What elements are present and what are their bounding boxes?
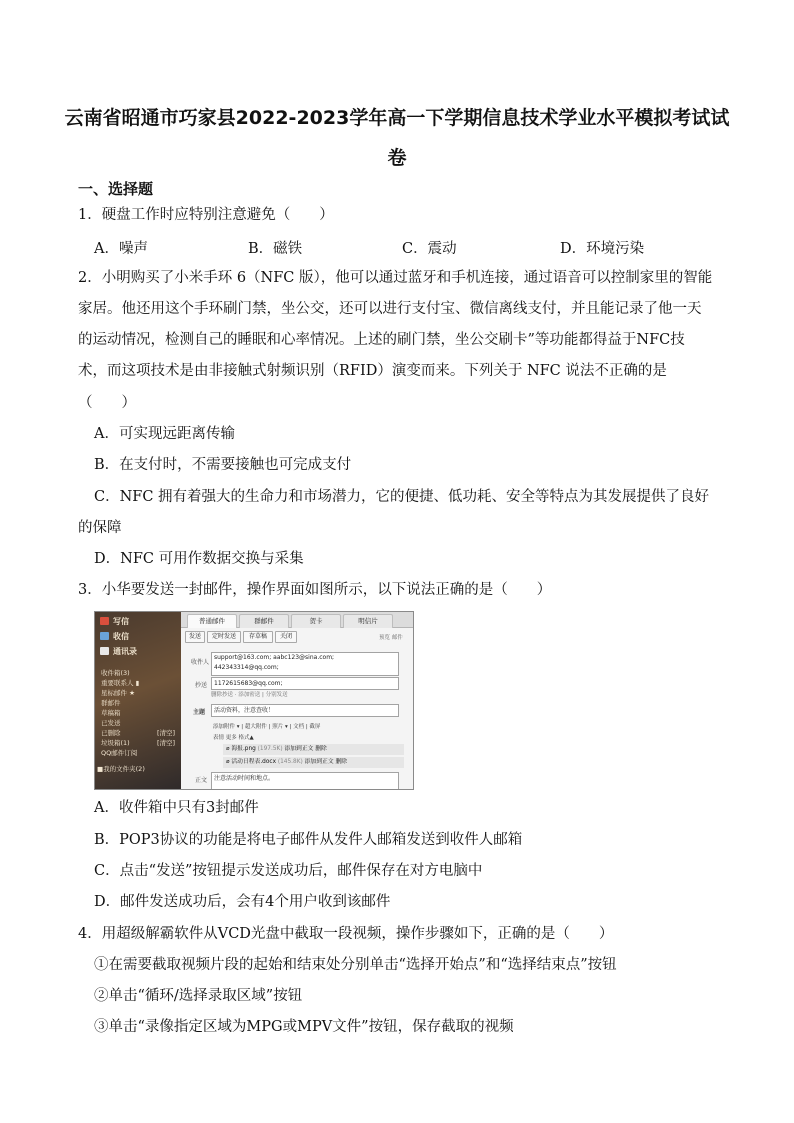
scheduled-send-button[interactable]: 定时发送 [207, 631, 241, 643]
attachment-2-links[interactable]: 添加到正文 删除 [304, 759, 348, 765]
q3-option-b: B．POP3协议的功能是将电子邮件从发件人邮箱发送到收件人邮箱 [94, 832, 523, 848]
to-value-line1: support@163.com; aabc123@sina.com; [214, 654, 335, 661]
q2-option-c: C．NFC 拥有着强大的生命力和市场潜力，它的便捷、低功耗、安全等特点为其发展提供了良好 [94, 489, 710, 505]
q1-option-a: A．噪声 [94, 241, 148, 257]
subject-label: 主题 [193, 709, 206, 716]
q2-stem-line5: （ ） [78, 395, 136, 411]
compose-link[interactable]: 写信 [113, 617, 129, 626]
contacts-icon [100, 647, 109, 655]
mail-sidebar [95, 612, 181, 789]
paperclip-icon: ⌀ [226, 759, 232, 765]
q4-step-3: ③单击“录像指定区域为MPG或MPV文件”按钮，保存截取的视频 [94, 1019, 514, 1035]
contacts-link[interactable]: 通讯录 [113, 647, 137, 656]
format-toolbar[interactable]: 表情 更多 格式▲ [213, 735, 254, 741]
inbox-link[interactable]: 收信 [113, 632, 129, 641]
q2-option-a: A．可实现远距离传输 [94, 426, 235, 442]
q1-option-c: C．震动 [402, 241, 457, 257]
folder-subscriptions[interactable]: QQ邮件订阅 [101, 749, 138, 757]
q2-stem-line1: 2．小明购买了小米手环 6（NFC 版），他可以通过蓝牙和手机连接，通过语音可以控制家里的智能 [78, 270, 713, 286]
exam-title-line2: 卷 [387, 147, 407, 169]
folder-sent[interactable]: 已发送 [101, 719, 121, 727]
cc-links[interactable]: 删除抄送 · 添加密送 | 分别发送 [211, 692, 288, 698]
to-value-line2: 442343314@qq.com; [214, 664, 279, 671]
folder-inbox[interactable]: 收件箱(3) [101, 669, 130, 677]
send-button[interactable]: 发送 [185, 631, 205, 643]
q4-step-1: ①在需要截取视频片段的起始和结束处分别单击“选择开始点”和“选择结束点”按钮 [94, 957, 617, 973]
tab-normal-mail[interactable]: 普通邮件 [187, 614, 237, 628]
folder-starred[interactable]: 星标邮件 ★ [101, 689, 135, 697]
attachment-row-2 [223, 757, 404, 768]
tab-postcard[interactable]: 明信片 [343, 614, 393, 628]
inbox-icon [100, 632, 109, 640]
q3-option-c: C．点击“发送”按钮提示发送成功后，邮件保存在对方电脑中 [94, 863, 483, 879]
to-field[interactable] [211, 652, 399, 676]
compose-tabs [181, 612, 413, 628]
q2-option-d: D．NFC 可用作数据交换与采集 [94, 551, 304, 567]
q2-option-c-cont: 的保障 [78, 520, 122, 536]
compose-toolbar [181, 628, 413, 644]
close-button[interactable]: 关闭 [275, 631, 297, 643]
q4-stem: 4．用超级解霸软件从VCD光盘中截取一段视频，操作步骤如下，正确的是（ ） [78, 926, 614, 942]
tab-greeting-card[interactable]: 贺卡 [291, 614, 341, 628]
clear-deleted-link[interactable]: [清空] [157, 729, 176, 737]
to-label: 收件人 [191, 659, 210, 666]
attachment-2-name: 活动日程表.docx [231, 759, 277, 765]
attachment-toolbar[interactable]: 添加附件 ▾ | 超大附件 | 照片 ▾ | 文档 | 截屏 [213, 724, 321, 730]
q2-option-b: B．在支付时，不需要接触也可完成支付 [94, 457, 352, 473]
attachment-1-name: 海报.png [231, 746, 256, 752]
q4-step-2: ②单击“循环/选择录取区域”按钮 [94, 988, 303, 1004]
folder-important[interactable]: 重要联系人 ▮ [101, 679, 140, 687]
preview-link[interactable]: 预览 邮件 [379, 635, 403, 641]
subject-field[interactable]: 活动资料，注意查收！ [211, 704, 399, 717]
attachment-1-size: (197.5K) [257, 746, 283, 752]
attachment-row-1 [223, 744, 404, 755]
attachment-1-links[interactable]: 添加到正文 删除 [284, 746, 327, 752]
folder-group[interactable]: 群邮件 [101, 699, 121, 707]
compose-panel [181, 612, 413, 789]
folder-deleted[interactable]: 已删除 [101, 729, 121, 737]
tab-group-mail[interactable]: 群邮件 [239, 614, 289, 628]
q1-stem: 1．硬盘工作时应特别注意避免（ ） [78, 207, 334, 223]
q1-option-d: D．环境污染 [560, 241, 645, 257]
compose-icon [100, 617, 109, 625]
q3-option-d: D．邮件发送成功后，会有4个用户收到该邮件 [94, 894, 391, 910]
cc-field[interactable]: 1172615683@qq.com; [211, 677, 399, 690]
cc-label: 抄送 [195, 682, 208, 689]
email-screenshot-figure [94, 611, 414, 790]
my-folders[interactable]: ■我的文件夹(2) [97, 765, 145, 773]
clear-spam-link[interactable]: [清空] [157, 739, 176, 747]
q2-stem-line2: 家居。他还用这个手环刷门禁，坐公交，还可以进行支付宝、微信离线支付，并且能记录了他一天 [78, 301, 702, 317]
q3-option-a: A．收件箱中只有3封邮件 [94, 800, 259, 816]
q2-stem-line3: 的运动情况，检测自己的睡眠和心率情况。上述的刷门禁，坐公交刷卡”等功能都得益于NFC技 [78, 332, 685, 348]
paperclip-icon: ⌀ [226, 746, 232, 752]
section-heading: 一、选择题 [78, 180, 154, 198]
exam-title-line1: 云南省昭通市巧家县2022-2023学年高一下学期信息技术学业水平模拟考试试 [64, 107, 730, 129]
body-field[interactable]: 注意活动时间和地点。 [211, 772, 399, 790]
save-draft-button[interactable]: 存草稿 [243, 631, 273, 643]
q2-stem-line4: 术，而这项技术是由非接触式射频识别（RFID）演变而来。下列关于 NFC 说法不正确的是 [78, 363, 667, 379]
q1-option-b: B．磁铁 [248, 241, 303, 257]
q3-stem: 3．小华要发送一封邮件，操作界面如图所示，以下说法正确的是（ ） [78, 582, 552, 598]
attachment-2-size: (145.8K) [277, 759, 303, 765]
folder-spam[interactable]: 垃圾箱(1) [101, 739, 130, 747]
body-label: 正文 [195, 777, 208, 784]
folder-drafts[interactable]: 草稿箱 [101, 709, 121, 717]
